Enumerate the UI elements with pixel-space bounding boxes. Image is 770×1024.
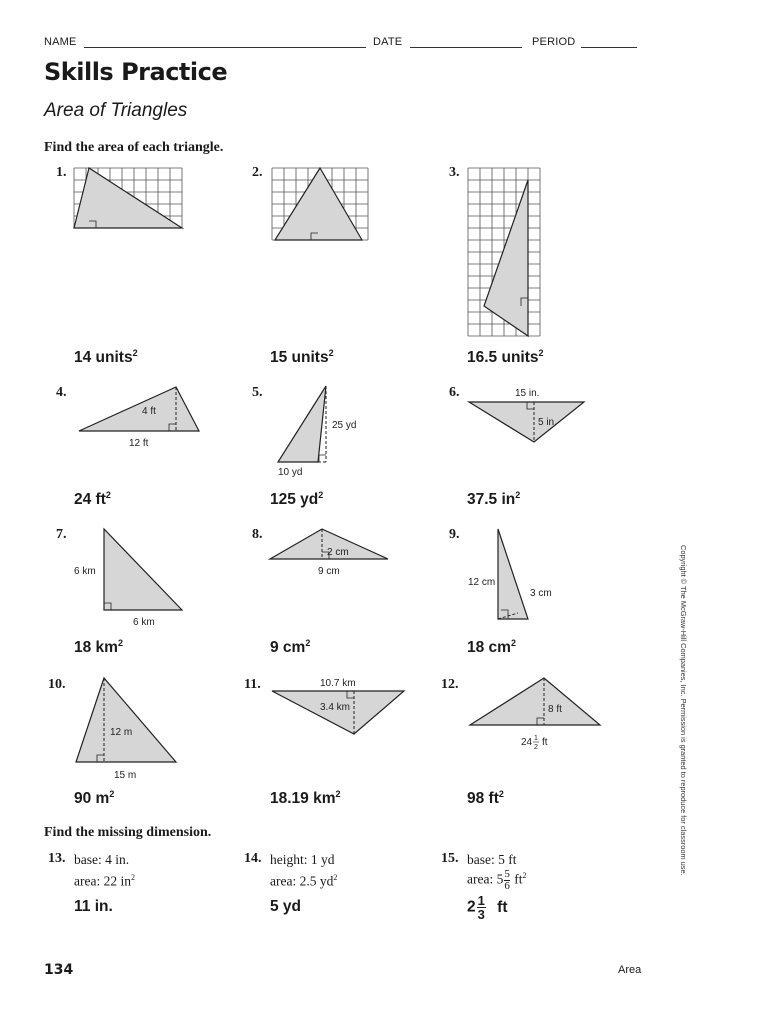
figure-1 [72, 166, 184, 232]
problem-number: 15. [441, 851, 459, 866]
page-subtitle: Area of Triangles [44, 100, 188, 121]
answer-6: 37.5 $in^2$ [467, 490, 521, 509]
figure-8 [268, 525, 392, 579]
base-label: 6 km [133, 617, 155, 628]
problem-number: 6. [449, 385, 460, 400]
section2-instruction: Find the missing dimension. [44, 825, 212, 840]
triangle [484, 180, 528, 336]
problem-number: 11. [244, 677, 261, 692]
name-label: NAME [44, 36, 77, 48]
figure-9 [466, 525, 566, 625]
answer-9: 18 $cm^2$ [467, 638, 516, 657]
figure-12 [466, 674, 604, 756]
height-label: 6 km [74, 566, 96, 577]
height-label: 12 cm [468, 577, 496, 588]
problem-14-line2: area: 2.5 $yd^2$ [270, 873, 338, 889]
height-label: 4 ft [142, 406, 156, 417]
period-blank[interactable] [581, 47, 637, 48]
height-label: 12 m [110, 727, 133, 738]
base-label-unit: ft [542, 737, 548, 748]
problem-number: 14. [244, 851, 262, 866]
answer-fraction: $\frac{1}{3}$ [477, 893, 485, 922]
answer-8: 9 $cm^2$ [270, 638, 311, 657]
date-blank[interactable] [410, 47, 522, 48]
problem-number: 5. [252, 385, 263, 400]
figure-2 [270, 166, 370, 246]
height-label: 2 cm [327, 547, 349, 558]
base-label: 12 ft [129, 438, 149, 449]
figure-7 [72, 525, 187, 630]
figure-4 [76, 385, 204, 455]
base-label-frac-num: 1 [534, 735, 538, 742]
triangle [470, 678, 600, 725]
answer-11: 18.19 $km^2$ [270, 789, 341, 808]
figure-5 [274, 382, 364, 482]
section1-instruction: Find the area of each triangle. [44, 140, 224, 155]
base-label: 15 in. [515, 388, 540, 399]
right-angle-mark [319, 455, 326, 462]
answer-14: 5 yd [270, 898, 302, 915]
answer-3: 16.5 units$^2$ [467, 348, 544, 367]
fraction: $\frac{5}{6}$ [504, 867, 510, 892]
problem-number: 12. [441, 677, 459, 692]
copyright-notice: Copyright © The McGraw-Hill Companies, Inc. Permission is granted to reproduce for classroom use. [679, 545, 688, 876]
base-label: 10 yd [278, 467, 303, 478]
triangle [76, 678, 176, 762]
figure-6 [466, 385, 590, 447]
figure-10 [72, 674, 192, 786]
height-label: 5 in. [538, 417, 557, 428]
problem-14-text [270, 851, 337, 891]
height-label: 8 ft [548, 704, 562, 715]
problem-number: 9. [449, 527, 460, 542]
answer-5: 125 $yd^2$ [270, 490, 324, 509]
problem-number: 2. [252, 165, 263, 180]
base-label: 9 cm [318, 566, 340, 577]
problem-13-line2: area: 22 $in^2$ [74, 873, 135, 889]
base-label-frac-den: 2 [534, 744, 538, 751]
answer-15: 2 $\frac{1}{3}$ ft [467, 893, 508, 922]
altitude-label: 3 cm [530, 588, 552, 599]
problem-13-text [74, 851, 135, 891]
base-label: 15 m [114, 770, 137, 781]
answer-10: 90 $m^2$ [74, 789, 115, 808]
problem-number: 3. [449, 165, 460, 180]
problem-15-text [467, 851, 526, 892]
triangle [104, 529, 182, 610]
base-label: 10.7 km [320, 678, 356, 689]
problem-number: 1. [56, 165, 67, 180]
triangle [74, 168, 182, 228]
problem-14-line1: height: 1 yd [270, 852, 335, 867]
problem-number: 4. [56, 385, 67, 400]
footer-section: Area [618, 964, 642, 976]
base-label-whole: 24 [521, 737, 533, 748]
triangle [469, 402, 584, 442]
page-number: 134 [44, 962, 74, 978]
problem-15-line2: area: 5 $\frac{5}{6}$ $ft^2$ [467, 867, 527, 892]
triangle [278, 386, 326, 462]
answer-2: 15 units$^2$ [270, 348, 334, 367]
figure-3 [466, 166, 546, 340]
name-blank[interactable] [84, 47, 366, 48]
answer-13: 11 in. [74, 898, 113, 915]
problem-number: 8. [252, 527, 263, 542]
triangle [79, 387, 199, 431]
problem-number: 13. [48, 851, 66, 866]
answer-1: 14 units$^2$ [74, 348, 138, 367]
problem-13-line1: base: 4 in. [74, 852, 130, 867]
answer-12: 98 $ft^2$ [467, 789, 504, 808]
answer-4: 24 $ft^2$ [74, 490, 111, 509]
height-label: 3.4 km [320, 702, 351, 713]
height-label: 25 yd [332, 420, 357, 431]
problem-15-line1: base: 5 ft [467, 852, 517, 867]
date-label: DATE [373, 36, 403, 48]
period-label: PERIOD [532, 36, 576, 48]
problem-number: 7. [56, 527, 67, 542]
answer-7: 18 $km^2$ [74, 638, 123, 657]
triangle [498, 529, 528, 619]
problem-number: 10. [48, 677, 66, 692]
figure-11 [268, 674, 408, 738]
page-title: Skills Practice [44, 58, 228, 86]
